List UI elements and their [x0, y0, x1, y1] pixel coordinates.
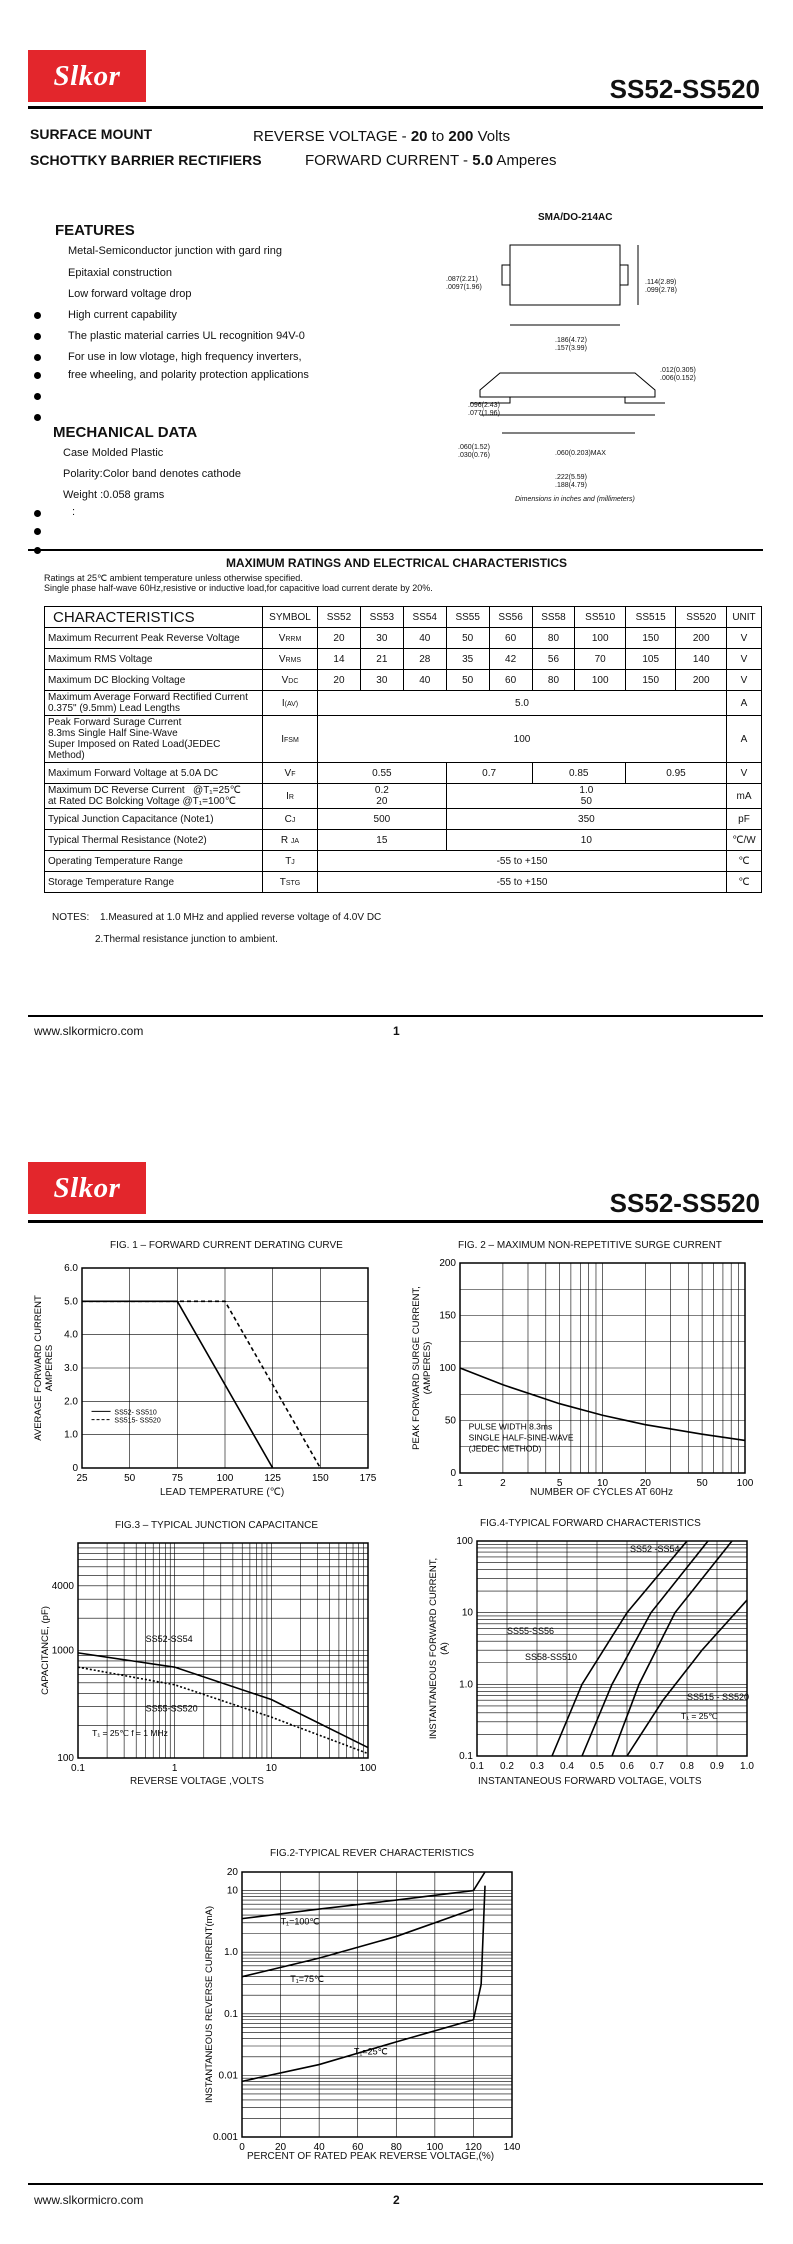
dim-text: .186(4.72): [555, 337, 587, 344]
x-tick-label: 2: [500, 1478, 506, 1489]
x-tick-label: 0.8: [680, 1761, 694, 1772]
footer-rule: [28, 1015, 763, 1017]
chart-annotation: SINGLE HALF-SINE-WAVE: [468, 1432, 574, 1443]
y-axis-label: CAPACITANCE, (pF): [40, 1606, 51, 1695]
table-row: Maximum Forward Voltage at 5.0A DC VF 0.55 0.7 0.85 0.95 V: [45, 763, 762, 784]
x-tick-label: 80: [390, 2142, 402, 2153]
bullet-icon: [34, 354, 41, 361]
x-tick-label: 20: [639, 1478, 651, 1489]
x-tick-label: 60: [352, 2142, 364, 2153]
x-tick-label: 120: [465, 2142, 482, 2153]
x-tick-label: 100: [216, 1473, 234, 1484]
dim-note: Dimensions in inches and (millimeters): [515, 496, 635, 503]
part-number: SS52-SS520: [609, 1188, 760, 1218]
page-number: 2: [393, 2193, 400, 2207]
chart-annotation: T₁ = 25℃: [681, 1710, 718, 1721]
y-tick-label: 0.001: [212, 2132, 238, 2143]
x-tick-label: 125: [264, 1473, 282, 1484]
table-header-row: [45, 607, 762, 628]
website-link[interactable]: www.slkormicro.com: [34, 1024, 144, 1038]
bullet-icon: [34, 312, 41, 319]
series-label: T₁=25℃: [353, 2046, 388, 2057]
note-2: 2.Thermal resistance junction to ambient.: [95, 934, 278, 945]
reverse-voltage-line: REVERSE VOLTAGE - 20 to 200 Volts: [253, 128, 511, 145]
x-tick-label: 100: [736, 1478, 754, 1489]
x-tick-label: 25: [76, 1473, 88, 1484]
x-tick-label: 50: [696, 1478, 708, 1489]
chart-annotation: T₁ = 25℃ f = 1 MHz: [92, 1728, 168, 1739]
fig1-chart: [30, 1258, 377, 1503]
x-tick-label: 0.4: [560, 1761, 574, 1772]
fig3-title: FIG.3 – TYPICAL JUNCTION CAPACITANCE: [115, 1520, 318, 1531]
series-label: SS52 -SS54: [630, 1544, 680, 1555]
series-line: [473, 1872, 485, 1891]
x-tick-label: 0.2: [500, 1761, 514, 1772]
fig3-chart: [30, 1533, 377, 1778]
y-tick-label: 2.0: [64, 1396, 78, 1408]
col-part: SS53: [360, 607, 403, 628]
col-part: SS54: [403, 607, 446, 628]
mech-item-case: Case Molded Plastic: [63, 447, 164, 459]
package-drawing: [440, 225, 740, 505]
fig4-chart: [412, 1533, 757, 1778]
x-tick-label: 0.9: [710, 1761, 724, 1772]
y-tick-label: 1000: [51, 1645, 74, 1657]
y-tick-label: 6.0: [64, 1263, 78, 1274]
page-number: 1: [393, 1024, 400, 1038]
footer-rule: [28, 2183, 763, 2185]
table-row: Typical Junction Capacitance (Note1) CJ 500 350 pF: [45, 809, 762, 830]
x-tick-label: 0.3: [530, 1761, 544, 1772]
ratings-note: Single phase half-wave 60Hz,resistive or inductive load,for capacitive load current derate by 20%.: [44, 583, 433, 593]
y-tick-label: 4000: [51, 1580, 74, 1592]
col-part: SS520: [676, 607, 727, 628]
y-tick-label: 100: [57, 1753, 74, 1764]
y-tick-label: 200: [439, 1258, 456, 1269]
x-tick-label: 0.1: [470, 1761, 484, 1772]
title-schottky: SCHOTTKY BARRIER RECTIFIERS: [30, 152, 262, 168]
series-label: SS58-SS510: [525, 1651, 578, 1662]
y-tick-label: 0.1: [459, 1751, 473, 1762]
table-row: Operating Temperature Range TJ -55 to +150 ℃: [45, 851, 762, 872]
y-tick-label: 0.1: [224, 2008, 238, 2020]
x-tick-label: 100: [426, 2142, 444, 2153]
y-tick-label: 100: [456, 1536, 473, 1547]
dim-text: .099(2.78): [645, 287, 677, 294]
x-tick-label: 1: [457, 1478, 463, 1489]
y-axis-label: AMPERES: [44, 1344, 55, 1392]
feature-item: Low forward voltage drop: [68, 288, 192, 300]
header-rule: [28, 106, 763, 109]
fig1-title: FIG. 1 – FORWARD CURRENT DERATING CURVE: [110, 1240, 343, 1251]
series-label: SS515 - SS520: [687, 1692, 750, 1703]
table-row: Storage Temperature Range TSTG -55 to +150 ℃: [45, 872, 762, 893]
dim-text: .157(3.99): [555, 345, 587, 352]
y-axis-label: (A): [439, 1642, 450, 1655]
dim-text: .060(1.52): [458, 444, 490, 451]
y-tick-label: 0: [450, 1468, 456, 1479]
fig2-chart: [405, 1255, 755, 1500]
y-tick-label: 10: [226, 1885, 238, 1897]
table-row: Peak Forward Surage Current 8.3ms Single Half Sine-Wave Super Imposed on Rated Load(JEDEC Method) IFSM 100 A: [45, 716, 762, 763]
x-tick-label: 175: [359, 1473, 377, 1484]
series-label: SS55-SS520: [145, 1703, 198, 1714]
features-heading: FEATURES: [55, 222, 135, 239]
header-rule: [28, 1220, 763, 1223]
y-axis-label: INSTANTANEOUS REVERSE CURRENT(mA): [204, 1905, 215, 2104]
x-tick-label: 1: [171, 1763, 178, 1774]
y-tick-label: 1.0: [224, 1947, 238, 1959]
series-line: [78, 1667, 368, 1753]
x-tick-label: 100: [359, 1763, 377, 1774]
chart-annotation: (JEDEC METHOD): [468, 1443, 542, 1454]
ratings-note: Ratings at 25℃ ambient temperature unless otherwise specified.: [44, 573, 303, 583]
x-tick-label: 0: [239, 2142, 245, 2153]
fig3-xlabel: REVERSE VOLTAGE ,VOLTS: [130, 1776, 264, 1787]
bullet-icon: [34, 414, 41, 421]
col-part: SS510: [575, 607, 626, 628]
y-axis-label: INSTANTANEOUS FORWARD CURRENT,: [428, 1557, 439, 1740]
chart-annotation: PULSE WIDTH 8.3ms: [468, 1421, 553, 1432]
table-row: Maximum DC Reverse Current @T₁=25℃ at Rated DC Bolcking Voltage @T₁=100℃ IR 0.2 20 1.0 50 mA: [45, 784, 762, 809]
col-part: SS515: [625, 607, 676, 628]
y-tick-label: 0: [72, 1463, 78, 1474]
col-part: SS56: [489, 607, 532, 628]
notes-label: NOTES:: [52, 912, 90, 923]
series-line: [552, 1541, 687, 1756]
dim-text: .006(0.152): [660, 375, 696, 382]
fig2-title: FIG. 2 – MAXIMUM NON-REPETITIVE SURGE CURRENT: [458, 1240, 722, 1251]
dim-text: .096(2.43): [468, 402, 500, 409]
series-label: SS52-SS54: [145, 1633, 193, 1644]
y-tick-label: 150: [439, 1310, 456, 1322]
bullet-icon: [34, 333, 41, 340]
x-tick-label: 0.1: [71, 1763, 85, 1774]
x-tick-label: 50: [124, 1473, 136, 1484]
y-axis-label: (AMPERES): [422, 1341, 433, 1395]
dim-text: .114(2.89): [645, 279, 677, 286]
dim-text: .087(2.21): [446, 276, 478, 283]
fig2-xlabel: NUMBER OF CYCLES AT 60Hz: [530, 1487, 673, 1498]
dim-text: .077(1.96): [468, 410, 500, 417]
feature-item: The plastic material carries UL recognition 94V-0: [68, 330, 305, 342]
table-row: Maximum RMS Voltage VRMS 14 21 28 35 42 56 70 105 140 V: [45, 649, 762, 670]
x-tick-label: 140: [503, 2142, 521, 2153]
brand-logo: Slkor: [28, 1162, 146, 1214]
forward-current-line: FORWARD CURRENT - 5.0 Amperes: [305, 152, 557, 169]
col-part: SS58: [532, 607, 575, 628]
ratings-table: [44, 606, 762, 893]
website-link[interactable]: www.slkormicro.com: [34, 2193, 144, 2207]
legend-label: SS52- SS510: [114, 1409, 157, 1417]
note-1: 1.Measured at 1.0 MHz and applied reverse voltage of 4.0V DC: [100, 912, 382, 923]
brand-logo: Slkor: [28, 50, 146, 102]
feature-item: Epitaxial construction: [68, 267, 172, 279]
x-tick-label: 10: [265, 1763, 277, 1774]
x-tick-label: 20: [275, 2142, 287, 2153]
feature-item: free wheeling, and polarity protection applications: [68, 369, 309, 381]
dim-text: .222(5.59): [555, 474, 587, 481]
feature-item: For use in low vlotage, high frequency inverters,: [68, 351, 302, 363]
mech-item-blank: :: [72, 506, 76, 518]
x-tick-label: 10: [596, 1478, 609, 1489]
x-tick-label: 40: [313, 2142, 325, 2153]
y-axis-label: PEAK FORWARD SURGE CURRENT,: [411, 1286, 422, 1450]
bullet-icon: [34, 510, 41, 517]
title-surface-mount: SURFACE MOUNT: [30, 126, 153, 142]
table-row: Maximum Recurrent Peak Reverse Voltage VRRM 20 30 40 50 60 80 100 150 200 V: [45, 628, 762, 649]
table-row: Maximum Average Forward Rectified Current 0.375" (9.5mm) Lead Lengths I(AV) 5.0 A: [45, 691, 762, 716]
y-axis-label: AVERAGE FORWARD CURRENT: [33, 1295, 44, 1441]
series-line: [82, 1301, 320, 1468]
mech-item-weight: Weight :0.058 grams: [63, 489, 165, 501]
series-line: [473, 1886, 485, 2020]
fig4-xlabel: INSTANTANEOUS FORWARD VOLTAGE, VOLTS: [478, 1776, 702, 1787]
fig5-chart: [180, 1860, 540, 2153]
y-tick-label: 1.0: [459, 1679, 473, 1691]
feature-item: Metal-Semiconductor junction with gard ring: [68, 245, 282, 257]
feature-item: High current capability: [68, 309, 177, 321]
part-number: SS52-SS520: [609, 74, 760, 104]
package-label: SMA/DO-214AC: [538, 212, 613, 223]
dim-text: .030(0.76): [458, 452, 490, 459]
col-unit: UNIT: [727, 607, 762, 628]
dim-text: .012(0.305): [660, 367, 696, 374]
y-tick-label: 50: [444, 1415, 456, 1427]
mech-item-polarity: Polarity:Color band denotes cathode: [63, 468, 241, 480]
dim-text: .188(4.79): [555, 482, 587, 489]
x-tick-label: 0.7: [650, 1761, 664, 1772]
y-tick-label: 0.01: [218, 2070, 238, 2082]
series-line: [612, 1541, 732, 1756]
col-symbol: SYMBOL: [263, 607, 318, 628]
y-tick-label: 10: [461, 1607, 473, 1619]
y-tick-label: 100: [439, 1363, 456, 1374]
fig4-title: FIG.4-TYPICAL FORWARD CHARACTERISTICS: [480, 1518, 701, 1529]
legend-label: SS515- SS520: [114, 1417, 161, 1425]
fig5-xlabel: PERCENT OF RATED PEAK REVERSE VOLTAGE,(%): [247, 2151, 495, 2162]
y-tick-label: 20: [226, 1867, 238, 1878]
bullet-icon: [34, 528, 41, 535]
dim-text: .0097(1.96): [446, 284, 482, 291]
col-characteristics: CHARACTERISTICS: [45, 607, 263, 628]
x-tick-label: 1.0: [740, 1761, 754, 1772]
y-tick-label: 1.0: [64, 1429, 78, 1441]
y-tick-label: 4.0: [64, 1329, 78, 1341]
table-row: Typical Thermal Resistance (Note2) R JA 15 10 ℃/W: [45, 830, 762, 851]
x-tick-label: 0.6: [620, 1761, 634, 1772]
x-tick-label: 0.5: [590, 1761, 604, 1772]
plot-frame: [242, 1872, 512, 2137]
x-tick-label: 5: [556, 1478, 563, 1489]
y-tick-label: 5.0: [64, 1296, 78, 1308]
ratings-rule: [28, 549, 763, 551]
ratings-heading: MAXIMUM RATINGS AND ELECTRICAL CHARACTERISTICS: [225, 556, 568, 570]
fig5-title: FIG.2-TYPICAL REVER CHARACTERISTICS: [270, 1848, 475, 1859]
series-line: [582, 1541, 708, 1756]
series-label: T₁=75℃: [290, 1973, 325, 1984]
series-label: SS55-SS56: [507, 1626, 555, 1637]
fig1-xlabel: LEAD TEMPERATURE (℃): [160, 1487, 285, 1498]
x-tick-label: 150: [311, 1473, 329, 1484]
bullet-icon: [34, 372, 41, 379]
bullet-icon: [34, 393, 41, 400]
col-part: SS52: [318, 607, 361, 628]
dim-text: .060(0.203)MAX: [555, 450, 606, 457]
y-tick-label: 3.0: [64, 1363, 78, 1374]
x-tick-label: 75: [171, 1473, 183, 1484]
table-row: Maximum DC Blocking Voltage VDC 20 30 40 50 60 80 100 150 200 V: [45, 670, 762, 691]
col-part: SS55: [446, 607, 489, 628]
series-label: T₁=100℃: [280, 1916, 320, 1927]
mechanical-heading: MECHANICAL DATA: [53, 424, 198, 441]
